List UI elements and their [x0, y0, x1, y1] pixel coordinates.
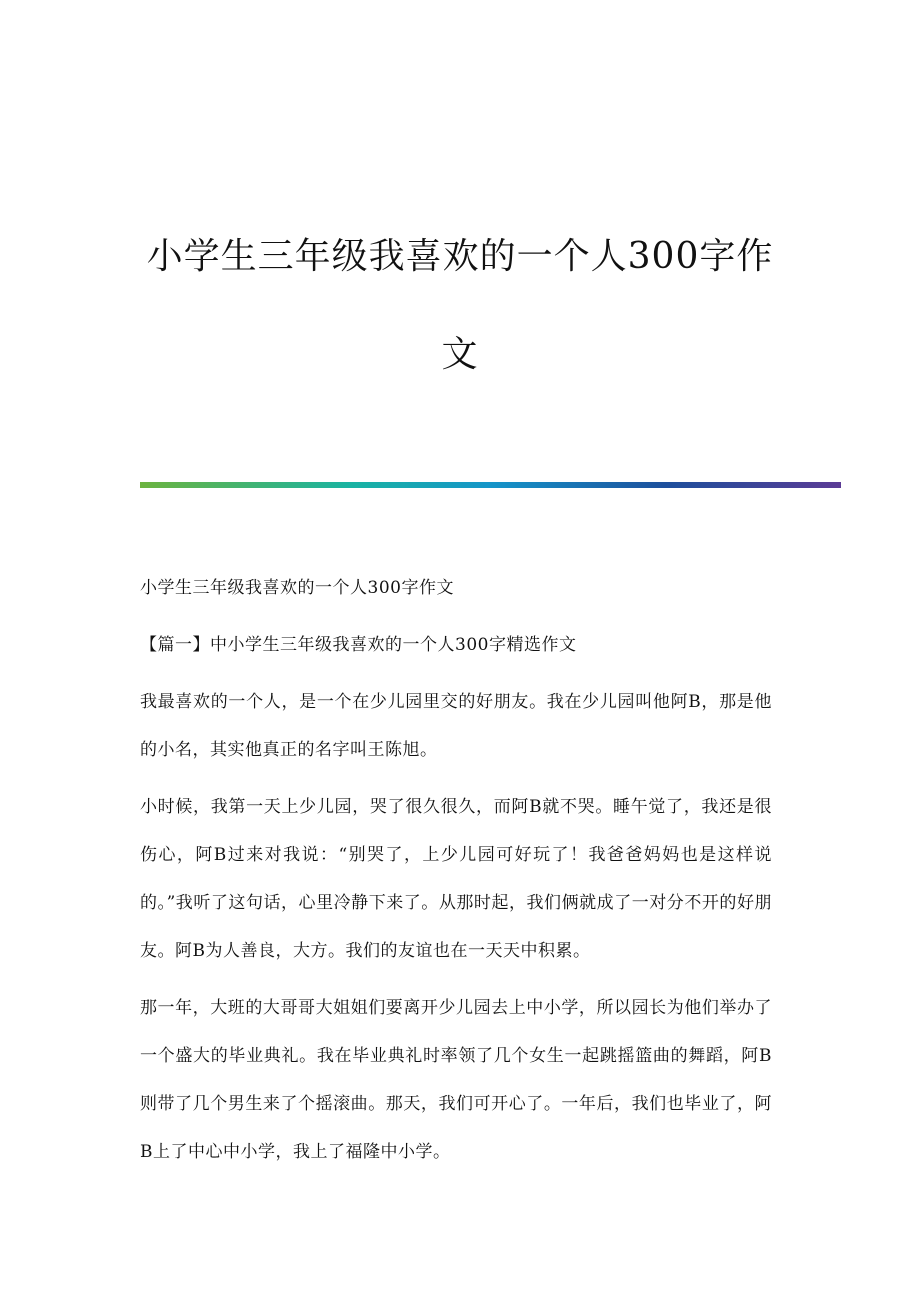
document-title: 小学生三年级我喜欢的一个人300字作文 [146, 236, 774, 375]
paragraph: 我最喜欢的一个人，是一个在少儿园里交的好朋友。我在少儿园叫他阿B，那是他的小名，其实他真正的名字叫王陈旭。 [140, 692, 772, 760]
section-title: 【篇一】中小学生三年级我喜欢的一个人300字精选作文 [140, 635, 577, 655]
paragraph: 那一年，大班的大哥哥大姐姐们要离开少儿园去上中小学，所以园长为他们举办了一个盛大的毕业典礼。我在毕业典礼时率领了几个女生一起跳摇篮曲的舞蹈，阿B则带了几个男生来了个摇滚曲。那天，我们可开心了。一年后，我们也毕业了，阿B上了中心中小学，我上了福隆中小学。 [140, 998, 772, 1162]
body-heading: 小学生三年级我喜欢的一个人300字作文 [140, 578, 454, 598]
gradient-divider [140, 482, 841, 488]
document-body [140, 564, 772, 1185]
paragraph: 小时候，我第一天上少儿园，哭了很久很久，而阿B就不哭。睡午觉了，我还是很伤心，阿B过来对我说：“别哭了，上少儿园可好玩了！我爸爸妈妈也是这样说的。”我听了这句话，心里冷静下来了。从那时起，我们俩就成了一对分不开的好朋友。阿B为人善良，大方。我们的友谊也在一天天中积累。 [140, 797, 772, 961]
